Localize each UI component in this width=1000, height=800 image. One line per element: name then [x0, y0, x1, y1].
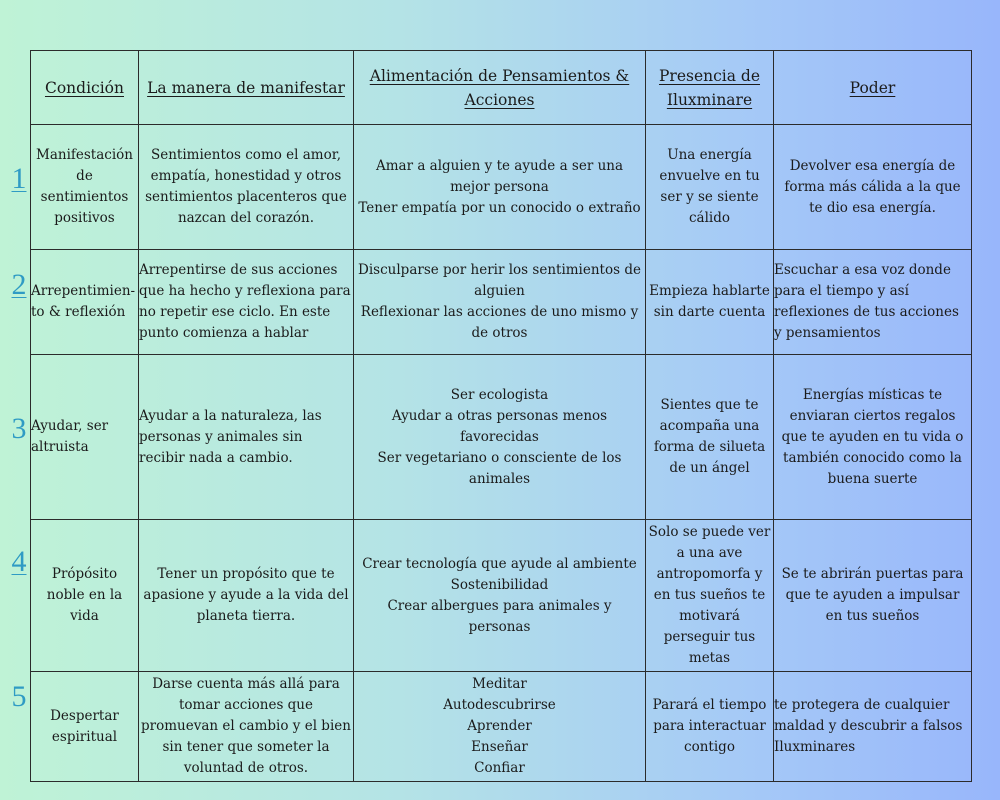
- cell-condicion: Manifestación de sentimientos positivos: [31, 125, 139, 250]
- header-poder: Poder: [774, 51, 972, 125]
- header-row: [31, 51, 972, 125]
- row-number-3: 3: [11, 412, 27, 445]
- cell-alimentacion: [354, 672, 646, 782]
- alimentacion-item: Crear albergues para animales y personas: [387, 597, 612, 635]
- row-number-5: 5: [11, 680, 27, 713]
- alimentacion-item: Meditar: [472, 676, 527, 692]
- cell-alimentacion: [354, 355, 646, 520]
- header-condicion: Condición: [31, 51, 139, 125]
- table-row: [31, 355, 972, 520]
- table-row: [31, 520, 972, 672]
- row-number-1: 1: [11, 162, 27, 195]
- cell-presencia: Sientes que te acompaña una forma de silueta de un ángel: [646, 355, 774, 520]
- table-row: [31, 672, 972, 782]
- cell-condicion: Despertar espiritual: [31, 672, 139, 782]
- alimentacion-item: Tener empatía por un conocido o extraño: [358, 199, 641, 216]
- cell-condicion: Própósito noble en la vida: [31, 520, 139, 672]
- cell-manera: Arrepentirse de sus acciones que ha hecho y reflexiona para no repetir ese ciclo. En este punto comienza a hablar: [139, 250, 354, 355]
- alimentacion-item: Disculparse por herir los sentimientos de alguien: [358, 262, 641, 299]
- alimentacion-item: Sostenibilidad: [450, 576, 549, 593]
- header-presencia: Presencia de Iluxminare: [646, 51, 774, 125]
- cell-presencia: Parará el tiempo para interactuar contigo: [646, 672, 774, 782]
- alimentacion-item: Crear tecnología que ayude al ambiente: [362, 555, 637, 572]
- cell-poder: te protegera de cualquier maldad y descubrir a falsos Iluxminares: [774, 672, 972, 782]
- cell-presencia: Una energía envuelve en tu ser y se siente cálido: [646, 125, 774, 250]
- cell-poder: Energías místicas te enviaran ciertos regalos que te ayuden en tu vida o también conocido como la buena suerte: [774, 355, 972, 520]
- cell-poder: Se te abrirán puertas para que te ayuden a impulsar en tus sueños: [774, 520, 972, 672]
- alimentacion-item: Amar a alguien y te ayude a ser una mejor persona: [375, 157, 624, 195]
- header-manera: La manera de manifestar: [139, 51, 354, 125]
- alimentacion-item: Aprender: [467, 718, 532, 734]
- cell-presencia: Solo se puede ver a una ave antropomorfa y en tus sueños te motivará perseguir tus metas: [646, 520, 774, 672]
- cell-alimentacion: [354, 250, 646, 355]
- cell-alimentacion: [354, 125, 646, 250]
- cell-poder: Devolver esa energía de forma más cálida a la que te dio esa energía.: [774, 125, 972, 250]
- cell-poder: Escuchar a esa voz donde para el tiempo y así reflexiones de tus acciones y pensamientos: [774, 250, 972, 355]
- cell-manera: Darse cuenta más allá para tomar acciones que promuevan el cambio y el bien sin tener que someter la voluntad de otros.: [139, 672, 354, 782]
- cell-manera: Sentimientos como el amor, empatía, honestidad y otros sentimientos placenteros que nazcan del corazón.: [139, 125, 354, 250]
- row-number-2: 2: [11, 268, 27, 301]
- table-row: [31, 125, 972, 250]
- alimentacion-item: Ser ecologista: [450, 386, 549, 403]
- alimentacion-item: Ayudar a otras personas menos favorecidas: [391, 407, 608, 445]
- cell-presencia: Empieza hablarte sin darte cuenta: [646, 250, 774, 355]
- alimentacion-item: Confiar: [474, 760, 525, 776]
- row-number-4: 4: [11, 545, 27, 578]
- cell-manera: Ayudar a la naturaleza, las personas y animales sin recibir nada a cambio.: [139, 355, 354, 520]
- alimentacion-item: Reflexionar las acciones de uno mismo y de otros: [360, 304, 639, 341]
- cell-condicion: Arrepentimien-to & reflexión: [31, 250, 139, 355]
- alimentacion-item: Ser vegetariano o consciente de los animales: [377, 449, 622, 487]
- table-row: [31, 250, 972, 355]
- cell-condicion: Ayudar, ser altruista: [31, 355, 139, 520]
- conditions-table: [30, 50, 972, 782]
- alimentacion-item: Autodescubrirse: [443, 697, 556, 713]
- cell-manera: Tener un propósito que te apasione y ayude a la vida del planeta tierra.: [139, 520, 354, 672]
- alimentacion-item: Enseñar: [471, 739, 528, 755]
- cell-alimentacion: [354, 520, 646, 672]
- header-alimentacion: Alimentación de Pensamientos & Acciones: [354, 51, 646, 125]
